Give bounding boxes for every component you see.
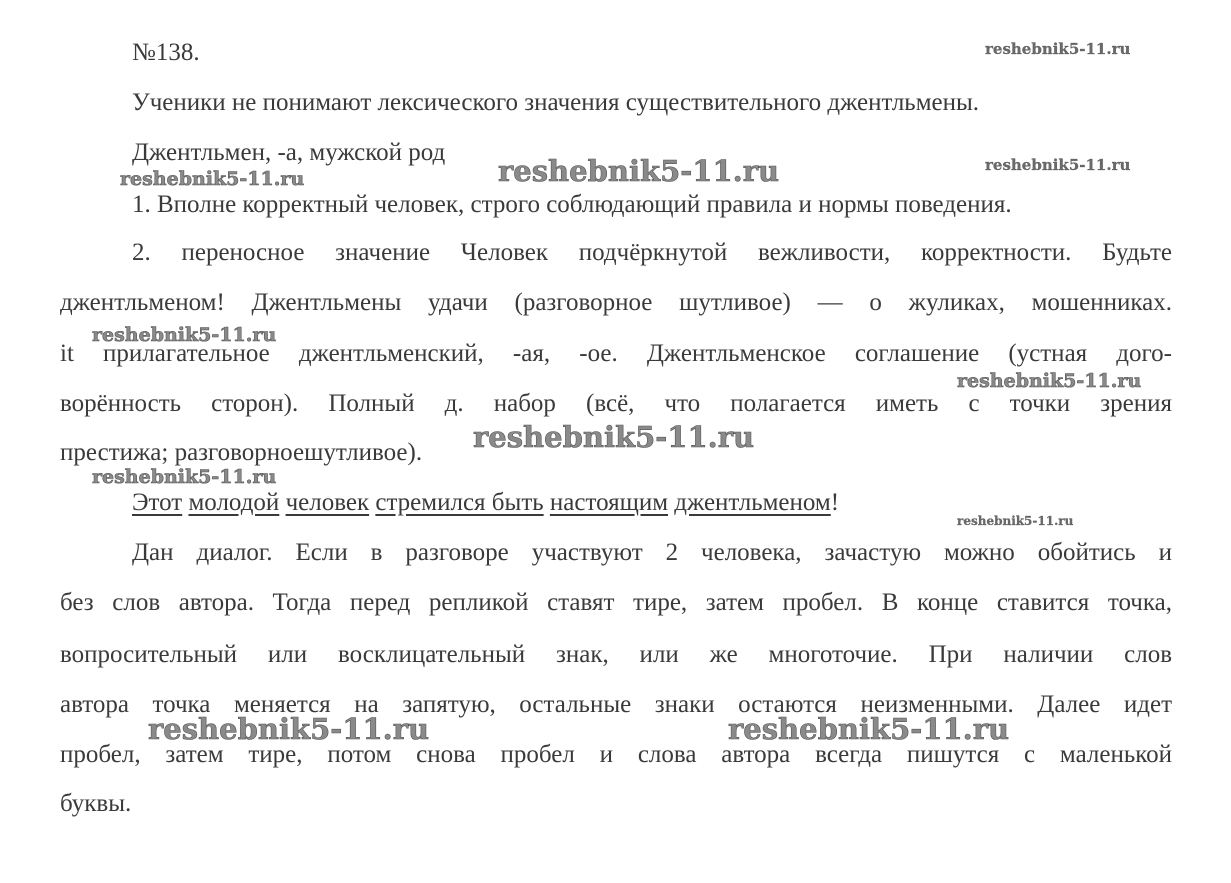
meaning-2-line-5: престижа; разговорноешутливое). [60,439,423,466]
meaning-2-line-4: ворённость сторон). Полный д. набор (всё, что полагается иметь с точки зрения [60,390,1172,417]
watermark: reshebnik5-11.ru [985,40,1131,58]
dialogue-line-1: Дан диалог. Если в разговоре участвуют 2 человека, зачастую можно обойтись и [132,539,1172,566]
example-word-predicate-noun: джентльменом [674,489,831,516]
example-word-subject-modifier: Этот [132,489,183,516]
example-word-subject: человек [285,489,370,516]
meaning-2-line-3: it прилагательное джентльменский, -ая, -ое. Джентльменское соглашение (устная дого- [60,340,1172,367]
meaning-2-line-1: 2. переносное значение Человек подчёркнутой вежливости, корректности. Будьте [132,239,1172,266]
example-word-adjective: молодой [188,489,280,516]
watermark: reshebnik5-11.ru [92,324,277,346]
example-word-predicate: стремился быть [375,489,544,516]
watermark: reshebnik5-11.ru [120,168,305,190]
example-end-mark: ! [830,489,840,516]
meaning-2-line-2: джентльменом! Джентльмены удачи (разговорное шутливое) — о жуликах, мошенниках. [60,289,1172,316]
meaning-1: 1. Вполне корректный человек, строго соблюдающий правила и нормы поведения. [132,191,1012,218]
dictionary-headword: Джентльмен, -а, мужской род [132,139,446,166]
example-word-predicate-modifier: настоящим [549,489,669,516]
dialogue-line-4: автора точка меняется на запятую, остальные знаки остаются неизменными. Далее идет [60,691,1172,718]
watermark: reshebnik5-11.ru [92,466,277,488]
watermark: reshebnik5-11.ru [985,156,1131,174]
watermark: reshebnik5-11.ru [498,154,780,188]
watermark: reshebnik5-11.ru [473,420,755,454]
exercise-number: №138. [132,39,200,66]
watermark: reshebnik5-11.ru [148,712,430,746]
dialogue-line-3: вопросительный или восклицательный знак, или же многоточие. При наличии слов [60,641,1172,668]
dialogue-line-6: буквы. [60,790,132,817]
watermark: reshebnik5-11.ru [957,514,1074,528]
watermark: reshebnik5-11.ru [957,370,1142,392]
watermark: reshebnik5-11.ru [728,712,1010,746]
paragraph-intro: Ученики не понимают лексического значения существительного джентльмены. [132,89,980,116]
dialogue-line-5: пробел, затем тире, потом снова пробел и слова автора всегда пишутся с маленькой [60,741,1172,768]
dialogue-line-2: без слов автора. Тогда перед репликой ставят тире, затем пробел. В конце ставится точка, [60,589,1172,616]
